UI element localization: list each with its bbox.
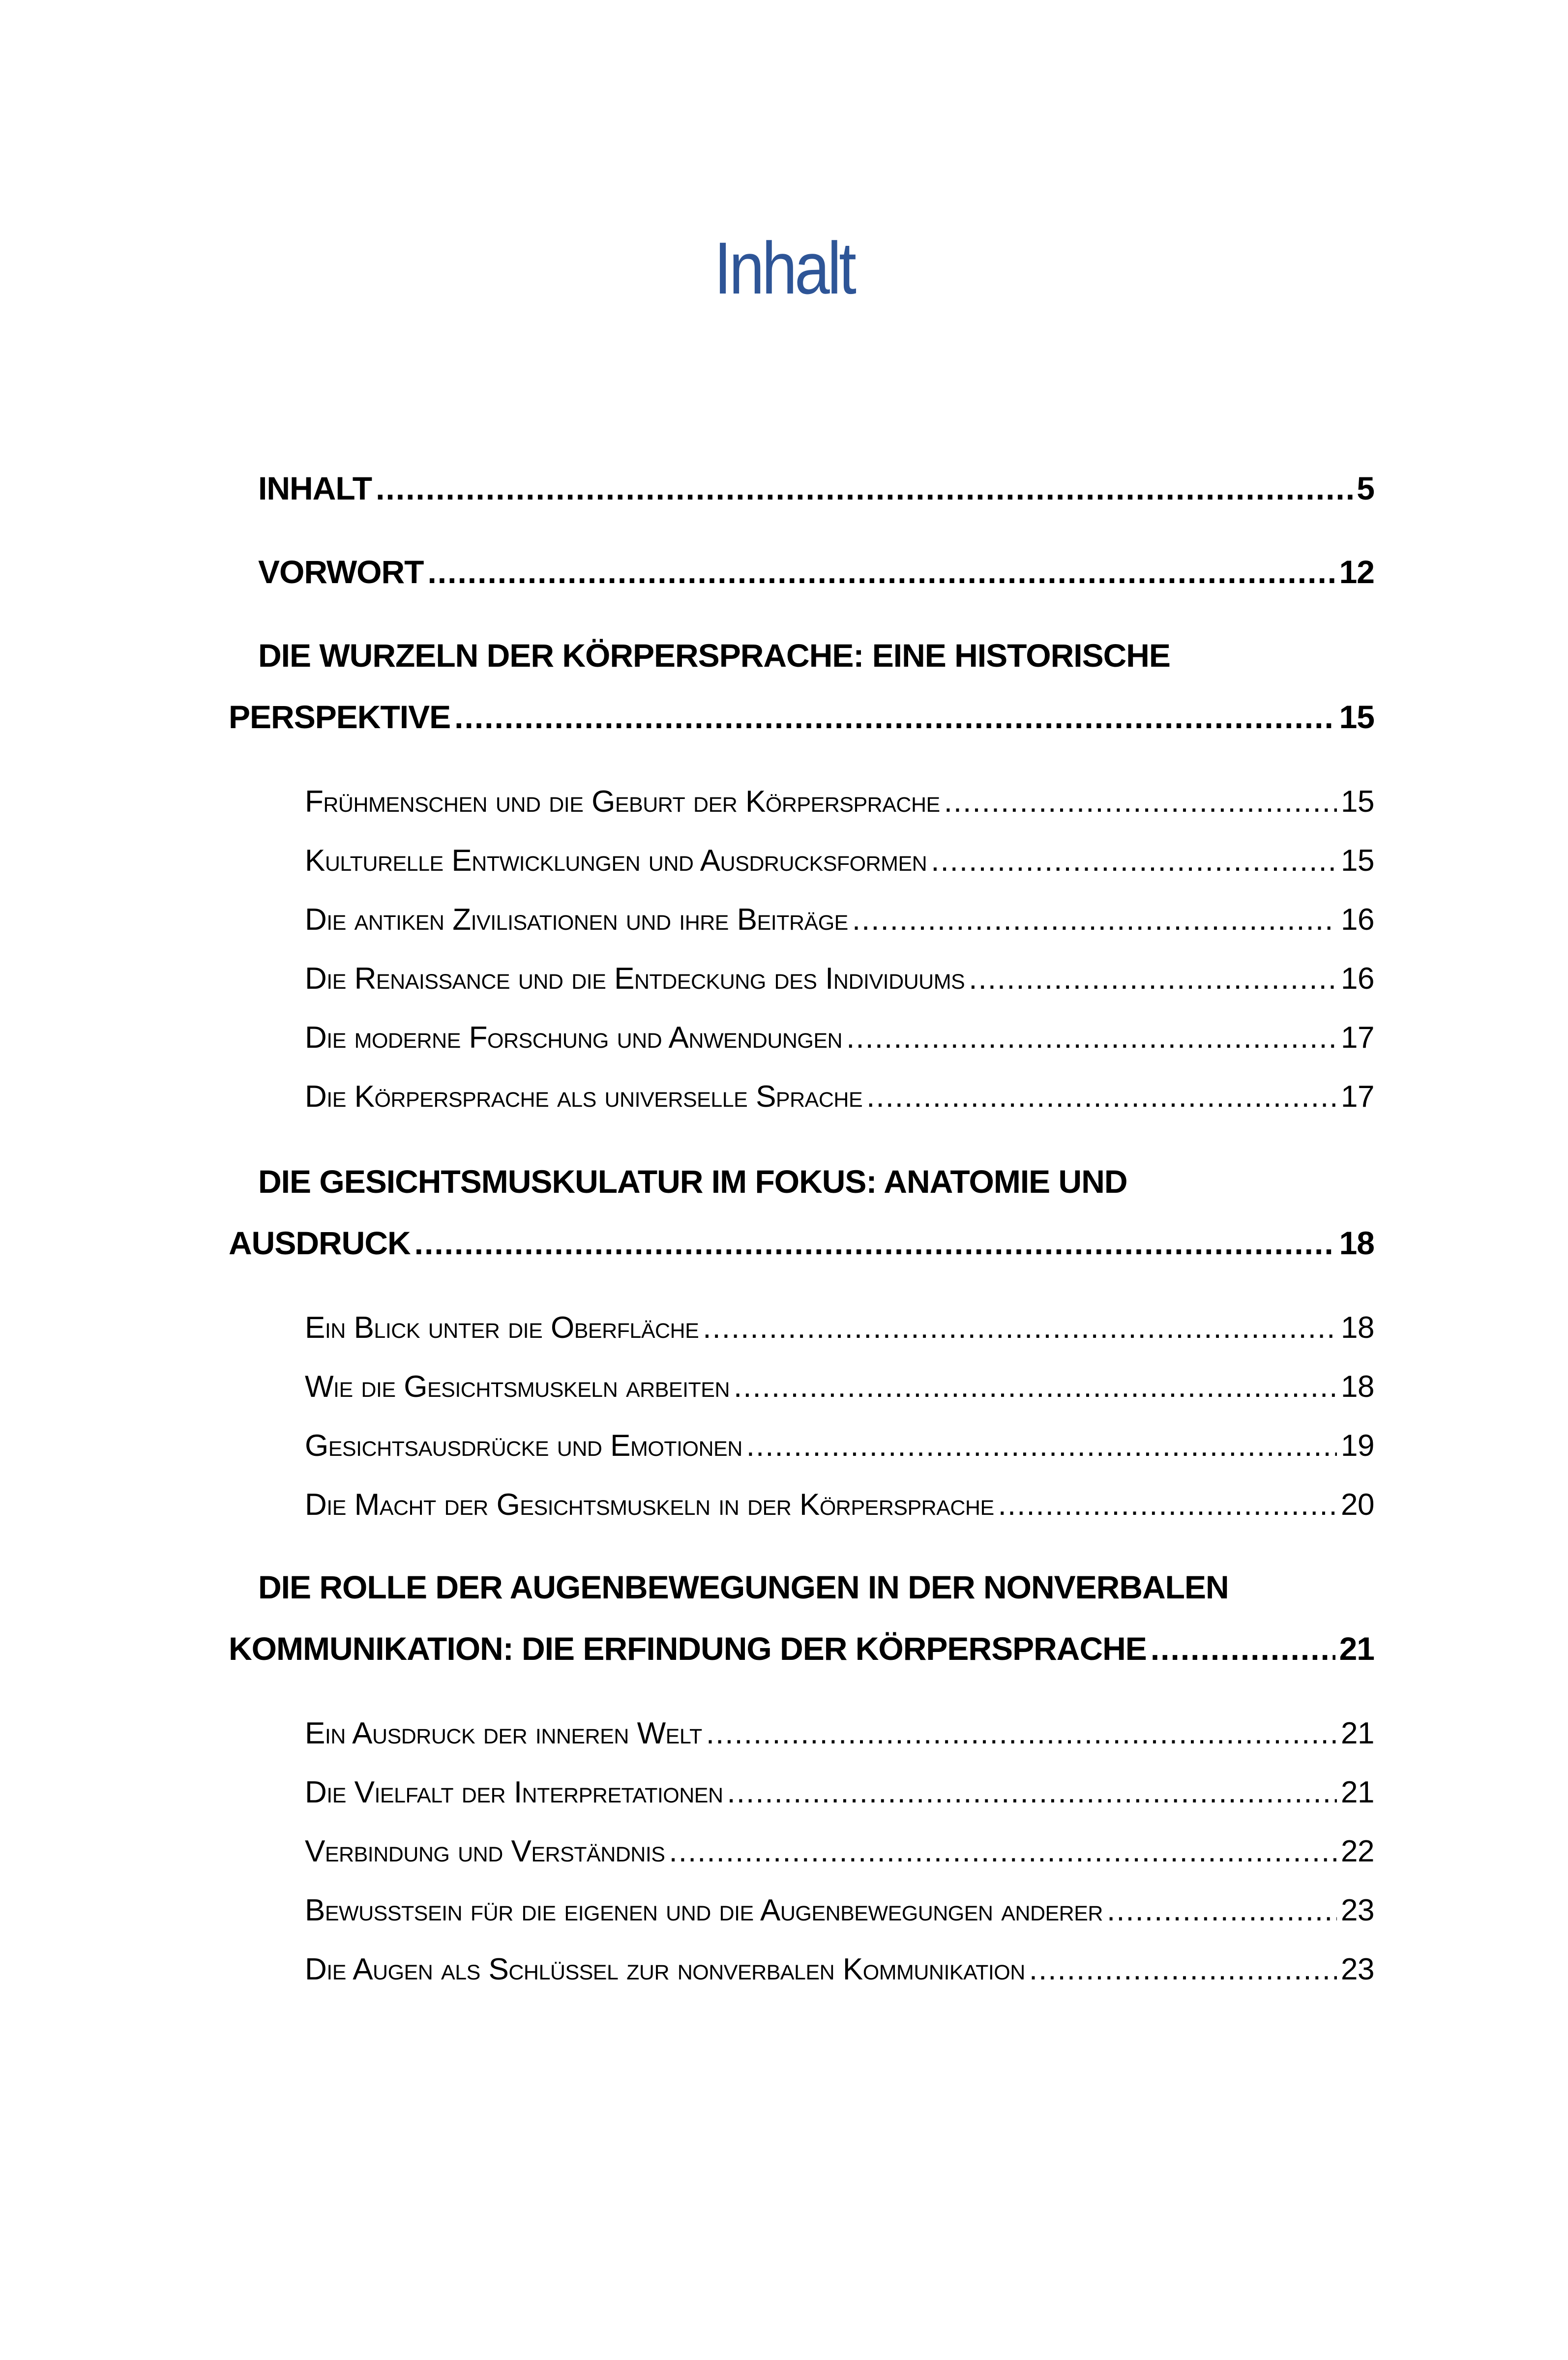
toc-entry-label: INHALT xyxy=(258,470,372,506)
toc-page-number: 17 xyxy=(1341,1021,1374,1055)
toc-chapter[interactable] xyxy=(229,698,1374,736)
dot-leader xyxy=(746,1428,1337,1463)
toc-entry-label: Bewusstsein für die eigenen und die Augenbewegungen anderer xyxy=(305,1893,1103,1927)
toc-section[interactable] xyxy=(305,784,1374,819)
toc-section[interactable] xyxy=(305,1428,1374,1463)
toc-section[interactable] xyxy=(305,1952,1374,1987)
toc-page-number: 15 xyxy=(1341,844,1374,878)
toc-entry-label: Verbindung und Verständnis xyxy=(305,1834,665,1868)
toc-page-number: 18 xyxy=(1339,1225,1374,1261)
page-title: Inhalt xyxy=(714,227,854,309)
toc-entry-label: Ein Blick unter die Oberfläche xyxy=(305,1311,699,1345)
toc-page-number: 21 xyxy=(1341,1775,1374,1809)
toc-entry-label: Frühmenschen und die Geburt der Körpersprache xyxy=(305,785,940,819)
toc-entry-label: Die Renaissance und die Entdeckung des Individuums xyxy=(305,962,965,996)
toc-chapter[interactable] xyxy=(258,553,1374,590)
toc-section[interactable] xyxy=(305,1020,1374,1055)
toc-entry-line: DIE WURZELN DER KÖRPERSPRACHE: EINE HISTORISCHE xyxy=(258,637,1170,674)
toc-entry-label: Ein Ausdruck der inneren Welt xyxy=(305,1716,702,1750)
toc-section[interactable] xyxy=(305,902,1374,937)
toc-page-number: 5 xyxy=(1357,470,1374,506)
toc-page-number: 21 xyxy=(1341,1716,1374,1750)
toc-chapter[interactable] xyxy=(229,1224,1374,1262)
toc-page-number: 18 xyxy=(1341,1311,1374,1345)
dot-leader xyxy=(998,1487,1337,1522)
toc-page-number: 12 xyxy=(1339,554,1374,590)
dot-leader xyxy=(852,902,1337,937)
toc-entry-label: Die Macht der Gesichtsmuskeln in der Körpersprache xyxy=(305,1488,994,1522)
dot-leader xyxy=(454,698,1335,736)
toc-section[interactable] xyxy=(305,961,1374,996)
toc-chapter[interactable] xyxy=(229,1630,1374,1667)
toc-page-number: 23 xyxy=(1341,1893,1374,1927)
dot-leader xyxy=(727,1775,1337,1810)
dot-leader xyxy=(734,1369,1337,1404)
toc-entry-label: Die antiken Zivilisationen und ihre Beiträge xyxy=(305,903,848,937)
toc-section[interactable] xyxy=(305,1834,1374,1869)
toc-page-number: 17 xyxy=(1341,1080,1374,1114)
toc-page-number: 19 xyxy=(1341,1429,1374,1463)
toc-section[interactable] xyxy=(305,1487,1374,1522)
toc-page-number: 15 xyxy=(1341,785,1374,819)
dot-leader xyxy=(706,1716,1337,1751)
toc-entry-label: AUSDRUCK xyxy=(229,1225,411,1261)
toc-entry-label: VORWORT xyxy=(258,554,424,590)
dot-leader xyxy=(866,1079,1337,1114)
toc-entry-label: KOMMUNIKATION: DIE ERFINDUNG DER KÖRPERSPRACHE xyxy=(229,1630,1147,1667)
dot-leader xyxy=(376,470,1353,507)
toc-page-number: 21 xyxy=(1339,1630,1374,1667)
toc-entry-label: Kulturelle Entwicklungen und Ausdrucksformen xyxy=(305,844,927,878)
toc-entry-label: Die Augen als Schlüssel zur nonverbalen Kommunikation xyxy=(305,1952,1025,1986)
dot-leader xyxy=(427,553,1335,590)
toc-entry-label: PERSPEKTIVE xyxy=(229,699,451,735)
toc-entry-line: DIE ROLLE DER AUGENBEWEGUNGEN IN DER NONVERBALEN xyxy=(258,1569,1229,1605)
toc-page-number: 15 xyxy=(1339,699,1374,735)
dot-leader xyxy=(944,784,1337,819)
toc-page-number: 18 xyxy=(1341,1370,1374,1404)
toc-section[interactable] xyxy=(305,1310,1374,1345)
toc-section[interactable] xyxy=(305,1079,1374,1114)
toc-page-number: 16 xyxy=(1341,903,1374,937)
dot-leader xyxy=(669,1834,1337,1869)
toc-entry-label: Wie die Gesichtsmuskeln arbeiten xyxy=(305,1370,730,1404)
dot-leader xyxy=(931,843,1337,878)
dot-leader xyxy=(1029,1952,1337,1987)
toc-section[interactable] xyxy=(305,1893,1374,1928)
toc-entry-line: DIE GESICHTSMUSKULATUR IM FOKUS: ANATOMIE UND xyxy=(258,1163,1127,1200)
toc-entry-label: Die Körpersprache als universelle Sprache xyxy=(305,1080,863,1114)
toc-page-number: 16 xyxy=(1341,962,1374,996)
toc-page-number: 23 xyxy=(1341,1952,1374,1986)
toc-page-number: 22 xyxy=(1341,1834,1374,1868)
toc-chapter[interactable] xyxy=(258,470,1374,507)
toc-section[interactable] xyxy=(305,843,1374,878)
toc-entry-label: Die Vielfalt der Interpretationen xyxy=(305,1775,723,1809)
dot-leader xyxy=(414,1224,1335,1262)
toc-section[interactable] xyxy=(305,1775,1374,1810)
dot-leader xyxy=(703,1310,1337,1345)
dot-leader xyxy=(1107,1893,1337,1928)
dot-leader xyxy=(1151,1630,1335,1667)
toc-page-number: 20 xyxy=(1341,1488,1374,1522)
toc-section[interactable] xyxy=(305,1716,1374,1751)
toc-entry-label: Gesichtsausdrücke und Emotionen xyxy=(305,1429,742,1463)
dot-leader xyxy=(846,1020,1337,1055)
toc-entry-label: Die moderne Forschung und Anwendungen xyxy=(305,1021,843,1055)
dot-leader xyxy=(969,961,1337,996)
toc-section[interactable] xyxy=(305,1369,1374,1404)
